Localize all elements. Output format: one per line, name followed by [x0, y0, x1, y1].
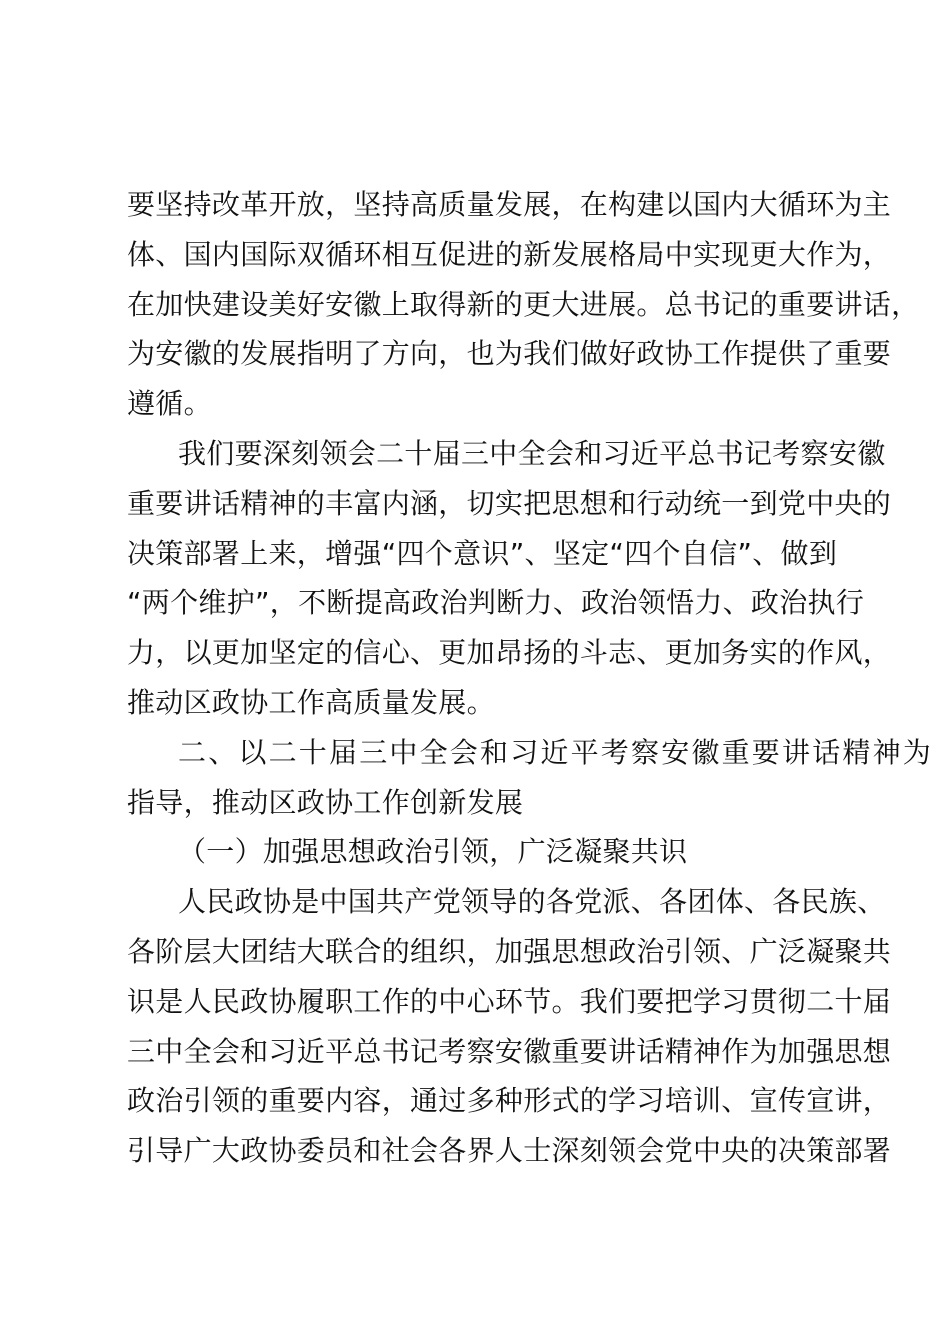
text-line: 体、国内国际双循环相互促进的新发展格局中实现更大作为， — [127, 238, 892, 271]
text-line: 为安徽的发展指明了方向，也为我们做好政协工作提供了重要 — [127, 337, 892, 370]
text-line: 推动区政协工作高质量发展。 — [127, 686, 495, 719]
section-heading-continued: 指导，推动区政协工作创新发展 — [127, 786, 524, 819]
text-line: 引导广大政协委员和社会各界人士深刻领会党中央的决策部署 — [127, 1134, 892, 1167]
text-line: 各阶层大团结大联合的组织，加强思想政治引领、广泛凝聚共 — [127, 935, 892, 968]
text-line: 力，以更加坚定的信心、更加昂扬的斗志、更加务实的作风， — [127, 636, 892, 669]
text-line: 重要讲话精神的丰富内涵，切实把思想和行动统一到党中央的 — [127, 487, 892, 520]
text-line: 政治引领的重要内容，通过多种形式的学习培训、宣传宣讲， — [127, 1084, 892, 1117]
paragraph-first-line: 我们要深刻领会二十届三中全会和习近平总书记考察安徽 — [178, 437, 886, 470]
text-line: 在加快建设美好安徽上取得新的更大进展。总书记的重要讲话， — [127, 288, 920, 321]
section-heading: 二、以二十届三中全会和习近平考察安徽重要讲话精神为 — [178, 736, 934, 769]
text-line: “两个维护”，不断提高政治判断力、政治领悟力、政治执行 — [127, 586, 865, 619]
text-line: 识是人民政协履职工作的中心环节。我们要把学习贯彻二十届 — [127, 985, 892, 1018]
text-line: 三中全会和习近平总书记考察安徽重要讲话精神作为加强思想 — [127, 1035, 892, 1068]
subsection-heading: （一）加强思想政治引领，广泛凝聚共识 — [178, 835, 688, 868]
text-line: 要坚持改革开放，坚持高质量发展，在构建以国内大循环为主 — [127, 188, 892, 221]
text-line: 遵循。 — [127, 387, 212, 420]
text-line: 决策部署上来，增强“四个意识”、坚定“四个自信”、做到 — [127, 537, 838, 570]
paragraph-first-line: 人民政协是中国共产党领导的各党派、各团体、各民族、 — [178, 885, 886, 918]
